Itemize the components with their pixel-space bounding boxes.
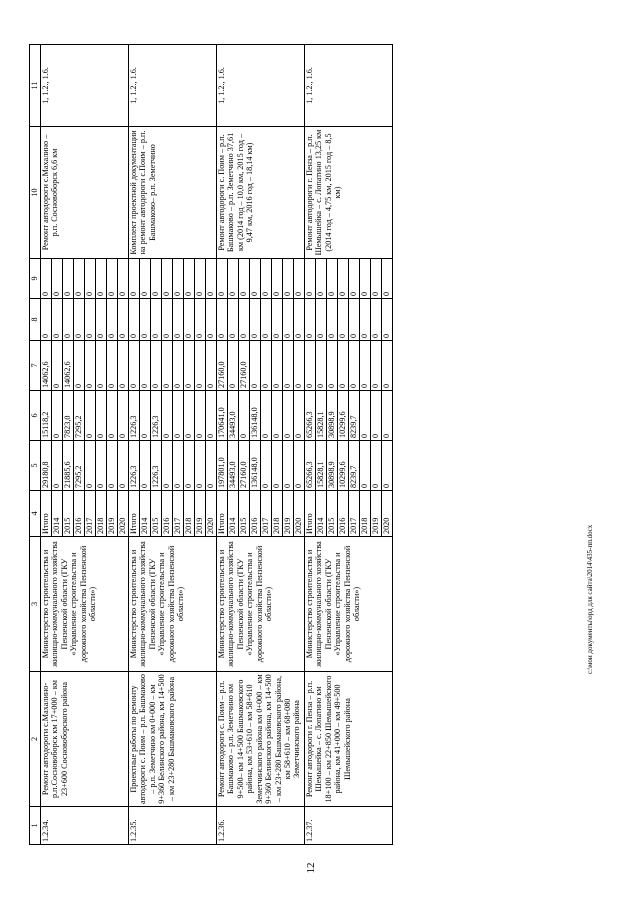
item-number: 1.2.35. — [129, 807, 217, 845]
year-cell: 2014 — [140, 491, 151, 537]
amount-cell: 0 — [371, 441, 382, 491]
year-cell: 2019 — [283, 491, 294, 537]
amount-cell: 0 — [371, 391, 382, 441]
year-cell: 2014 — [316, 491, 327, 537]
amount-cell: 65266,3 — [305, 441, 316, 491]
amount-cell: 1226,3 — [129, 441, 140, 491]
amount-cell: 0 — [283, 441, 294, 491]
amount-cell: 8239,7 — [349, 441, 360, 491]
amount-cell: 0 — [129, 299, 140, 341]
amount-cell: 0 — [283, 299, 294, 341]
amount-cell: 0 — [206, 341, 217, 391]
amount-cell: 0 — [360, 299, 371, 341]
amount-cell: 0 — [294, 391, 305, 441]
amount-cell: 0 — [261, 341, 272, 391]
amount-cell: 0 — [217, 299, 228, 341]
item-indicators: 1, 1.2., 1.6. — [305, 45, 393, 127]
item-number: 1.2.36. — [217, 807, 305, 845]
amount-cell: 0 — [272, 441, 283, 491]
amount-cell: 0 — [261, 391, 272, 441]
amount-cell: 0 — [327, 259, 338, 299]
amount-cell: 1226,3 — [129, 391, 140, 441]
amount-cell: 0 — [173, 441, 184, 491]
amount-cell: 0 — [118, 299, 129, 341]
amount-cell: 0 — [195, 341, 206, 391]
amount-cell: 0 — [96, 341, 107, 391]
amount-cell: 15828,1 — [316, 441, 327, 491]
amount-cell: 0 — [96, 441, 107, 491]
amount-cell: 0 — [294, 259, 305, 299]
amount-cell: 10299,6 — [338, 441, 349, 491]
amount-cell: 0 — [162, 259, 173, 299]
year-cell: 2016 — [250, 491, 261, 537]
header-row — [30, 45, 41, 845]
year-cell: 2015 — [63, 491, 74, 537]
year-cell: 2019 — [371, 491, 382, 537]
amount-cell: 0 — [129, 259, 140, 299]
amount-cell: 0 — [360, 341, 371, 391]
amount-cell: 0 — [85, 391, 96, 441]
year-cell: 2018 — [360, 491, 371, 537]
amount-cell: 0 — [239, 259, 250, 299]
amount-cell: 0 — [162, 341, 173, 391]
amount-cell: 0 — [195, 441, 206, 491]
year-cell: 2017 — [85, 491, 96, 537]
amount-cell: 0 — [140, 341, 151, 391]
item-number: 1.2.37. — [305, 807, 393, 845]
amount-cell: 0 — [305, 299, 316, 341]
amount-cell: 7823,0 — [63, 391, 74, 441]
amount-cell: 0 — [85, 341, 96, 391]
amount-cell: 0 — [74, 259, 85, 299]
header-col-10: 10 — [30, 127, 41, 259]
header-col-11: 11 — [30, 45, 41, 127]
year-cell: 2020 — [118, 491, 129, 537]
year-cell: 2016 — [338, 491, 349, 537]
amount-cell: 34493,0 — [228, 441, 239, 491]
amount-cell: 0 — [250, 259, 261, 299]
amount-cell: 136148,0 — [250, 391, 261, 441]
amount-cell: 0 — [327, 341, 338, 391]
year-cell: 2018 — [272, 491, 283, 537]
item-result: Ремонт автодороги г. Пенза – р.п. Шемышейка – с. Лопатино 13,25 км (2014 год – 4,75 км, 2015 год – 8,5 км) — [305, 127, 393, 259]
amount-cell: 0 — [250, 299, 261, 341]
amount-cell: 14062,6 — [41, 341, 52, 391]
amount-cell: 15828,1 — [316, 391, 327, 441]
amount-cell: 0 — [107, 391, 118, 441]
header-col-5: 5 — [30, 441, 41, 491]
item-number: 1.2.34. — [41, 807, 129, 845]
amount-cell: 0 — [52, 391, 63, 441]
amount-cell: 0 — [74, 299, 85, 341]
amount-cell: 0 — [349, 299, 360, 341]
amount-cell: 0 — [371, 259, 382, 299]
amount-cell: 0 — [107, 341, 118, 391]
amount-cell: 0 — [228, 259, 239, 299]
table-row — [305, 45, 316, 845]
year-cell: 2017 — [261, 491, 272, 537]
item-name: Проектные работы по ремонту автодороги с. Поим – р.п. Башмаково – р.п. Земетчино км 0+000 – км 9+360 Белинского района, км 14+500 – км 23+280 Башмаковского района — [129, 672, 217, 807]
amount-cell: 0 — [305, 259, 316, 299]
year-cell: Итого — [217, 491, 228, 537]
amount-cell: 0 — [96, 299, 107, 341]
amount-cell: 21885,6 — [63, 441, 74, 491]
amount-cell: 0 — [294, 299, 305, 341]
year-cell: 2016 — [74, 491, 85, 537]
amount-cell: 0 — [52, 341, 63, 391]
year-cell: 2020 — [294, 491, 305, 537]
item-result: Комплект проектной документации на ремонт автодороги с.Поим – р.п. Башмаково– р.п. Земетчино — [129, 127, 217, 259]
amount-cell: 0 — [371, 299, 382, 341]
amount-cell: 1226,3 — [151, 391, 162, 441]
header-col-9: 9 — [30, 259, 41, 299]
amount-cell: 0 — [63, 259, 74, 299]
item-name: Ремонт автодороги с. Поим – р.п. Башмаково – р.п. Земетчино км 9+500– км 14+500 Башмаковского района, км 53+610 – км 58+610 Земетчинского района км 0+000 – км 9+360 Белинского района, км 14+500 – км 23+280 Башмаковского района, км 58+610 – км 68+080 Земетчинского района — [217, 672, 305, 807]
amount-cell: 0 — [140, 259, 151, 299]
amount-cell: 0 — [63, 299, 74, 341]
amount-cell: 27160,0 — [217, 341, 228, 391]
year-cell: 2018 — [184, 491, 195, 537]
amount-cell: 0 — [195, 391, 206, 441]
header-col-7: 7 — [30, 341, 41, 391]
amount-cell: 14062,6 — [63, 341, 74, 391]
amount-cell: 0 — [261, 299, 272, 341]
amount-cell: 0 — [129, 341, 140, 391]
amount-cell: 136148,0 — [250, 441, 261, 491]
table-row — [41, 45, 52, 845]
amount-cell: 0 — [283, 391, 294, 441]
amount-cell: 0 — [206, 299, 217, 341]
year-cell: 2018 — [96, 491, 107, 537]
amount-cell: 0 — [261, 441, 272, 491]
amount-cell: 0 — [162, 299, 173, 341]
amount-cell: 0 — [162, 441, 173, 491]
header-col-8: 8 — [30, 299, 41, 341]
amount-cell: 0 — [184, 391, 195, 441]
amount-cell: 0 — [140, 391, 151, 441]
amount-cell: 0 — [85, 259, 96, 299]
rotated-sheet — [29, 45, 573, 845]
amount-cell: 0 — [151, 299, 162, 341]
table-body — [41, 45, 393, 845]
amount-cell: 0 — [74, 341, 85, 391]
amount-cell: 0 — [316, 341, 327, 391]
amount-cell: 0 — [305, 341, 316, 391]
item-indicators: 1, 1.2., 1.6. — [129, 45, 217, 127]
year-cell: 2019 — [107, 491, 118, 537]
amount-cell: 0 — [118, 341, 129, 391]
amount-cell: 29180,8 — [41, 441, 52, 491]
amount-cell: 170641,0 — [217, 391, 228, 441]
amount-cell: 8239,7 — [349, 391, 360, 441]
amount-cell: 0 — [272, 299, 283, 341]
amount-cell: 0 — [327, 299, 338, 341]
amount-cell: 0 — [107, 259, 118, 299]
amount-cell: 0 — [52, 299, 63, 341]
amount-cell: 30898,9 — [327, 441, 338, 491]
amount-cell: 0 — [52, 259, 63, 299]
amount-cell: 0 — [118, 259, 129, 299]
amount-cell: 0 — [184, 259, 195, 299]
year-cell: 2014 — [228, 491, 239, 537]
year-cell: 2020 — [206, 491, 217, 537]
amount-cell: 0 — [283, 259, 294, 299]
amount-cell: 0 — [360, 391, 371, 441]
amount-cell: 0 — [228, 299, 239, 341]
year-cell: Итого — [41, 491, 52, 537]
amount-cell: 0 — [206, 441, 217, 491]
amount-cell: 0 — [316, 299, 327, 341]
page-number: 12 — [305, 862, 317, 874]
table-row — [217, 45, 228, 845]
item-agency: Министерство строительства и жилищно-коммунального хозяйства Пензенской области (ГКУ «Управление строительства и дорожного хозяйства Пензенской области») — [305, 537, 393, 672]
item-agency: Министерство строительства и жилищно-коммунального хозяйства Пензенской области (ГКУ «Управление строительства и дорожного хозяйства Пензенской области») — [41, 537, 129, 672]
amount-cell: 65266,3 — [305, 391, 316, 441]
amount-cell: 0 — [195, 299, 206, 341]
year-cell: Итого — [305, 491, 316, 537]
amount-cell: 0 — [41, 259, 52, 299]
table-container — [29, 45, 573, 845]
year-cell: 2020 — [382, 491, 393, 537]
amount-cell: 10299,6 — [338, 391, 349, 441]
amount-cell: 0 — [382, 441, 393, 491]
amount-cell: 0 — [338, 259, 349, 299]
footer-path: c:\мои документы\орд для сайта\2014\435-пп.docx — [586, 524, 594, 674]
amount-cell: 0 — [349, 259, 360, 299]
amount-cell: 34493,0 — [228, 391, 239, 441]
item-result: Ремонт автодороги с.Махалино – р.п. Сосновоборск 6,6 км — [41, 127, 129, 259]
amount-cell: 0 — [272, 259, 283, 299]
amount-cell: 27160,0 — [239, 341, 250, 391]
amount-cell: 0 — [173, 259, 184, 299]
amount-cell: 0 — [239, 391, 250, 441]
item-result: Ремонт автодороги с. Поим – р.п. Башмаково – р.п. Земетчино 37,61 км (2014 год – 10,0 км, 2015 год – 9,47 км, 2016 год – 18,14 км) — [217, 127, 305, 259]
amount-cell: 0 — [118, 391, 129, 441]
amount-cell: 0 — [206, 391, 217, 441]
amount-cell: 0 — [217, 259, 228, 299]
amount-cell: 0 — [382, 259, 393, 299]
amount-cell: 0 — [151, 259, 162, 299]
year-cell: 2015 — [151, 491, 162, 537]
amount-cell: 197801,0 — [217, 441, 228, 491]
year-cell: Итого — [129, 491, 140, 537]
amount-cell: 0 — [184, 441, 195, 491]
amount-cell: 0 — [85, 441, 96, 491]
amount-cell: 0 — [382, 341, 393, 391]
year-cell: 2015 — [239, 491, 250, 537]
amount-cell: 0 — [239, 299, 250, 341]
amount-cell: 0 — [52, 441, 63, 491]
item-name: Ремонт автодороги г. Пенза – р.п. Шемышейка – с. Лопатино км 18+100 – км 22+850 Шемышейского района, км 41+000 – км 49+500 Шемышейского района — [305, 672, 393, 807]
amount-cell: 0 — [206, 259, 217, 299]
amount-cell: 0 — [382, 391, 393, 441]
amount-cell: 0 — [107, 441, 118, 491]
amount-cell: 0 — [195, 259, 206, 299]
amount-cell: 0 — [173, 341, 184, 391]
amount-cell: 0 — [382, 299, 393, 341]
year-cell: 2017 — [173, 491, 184, 537]
item-name: Ремонт автодороги с.Махалино-р.п.Сосновоборск км 17+000 – км 23+600 Сосновоборского района — [41, 672, 129, 807]
header-col-4: 4 — [30, 491, 41, 537]
amount-cell: 0 — [272, 341, 283, 391]
amount-cell: 0 — [107, 299, 118, 341]
year-cell: 2016 — [162, 491, 173, 537]
amount-cell: 0 — [349, 341, 360, 391]
amount-cell: 0 — [151, 341, 162, 391]
header-col-2: 2 — [30, 672, 41, 807]
amount-cell: 0 — [96, 259, 107, 299]
amount-cell: 0 — [283, 341, 294, 391]
amount-cell: 0 — [173, 299, 184, 341]
amount-cell: 0 — [140, 299, 151, 341]
year-cell: 2019 — [195, 491, 206, 537]
header-col-1: 1 — [30, 807, 41, 845]
amount-cell: 7295,2 — [74, 391, 85, 441]
amount-cell: 0 — [96, 391, 107, 441]
amount-cell: 0 — [294, 341, 305, 391]
amount-cell: 0 — [140, 441, 151, 491]
amount-cell: 0 — [173, 391, 184, 441]
amount-cell: 0 — [338, 299, 349, 341]
amount-cell: 0 — [41, 299, 52, 341]
amount-cell: 27160,0 — [239, 441, 250, 491]
item-agency: Министерство строительства и жилищно-коммунального хозяйства Пензенской области (ГКУ «Управление строительства и дорожного хозяйства Пензенской области») — [129, 537, 217, 672]
amount-cell: 0 — [184, 341, 195, 391]
header-col-3: 3 — [30, 537, 41, 672]
item-indicators: 1, 1.2., 1.6. — [217, 45, 305, 127]
amount-cell: 0 — [272, 391, 283, 441]
item-agency: Министерство строительства и жилищно-коммунального хозяйства Пензенской области (ГКУ «Управление строительства и дорожного хозяйства Пензенской области») — [217, 537, 305, 672]
amount-cell: 0 — [250, 341, 261, 391]
amount-cell: 7295,2 — [74, 441, 85, 491]
amount-cell: 0 — [360, 441, 371, 491]
amount-cell: 0 — [184, 299, 195, 341]
amount-cell: 0 — [338, 341, 349, 391]
amount-cell: 0 — [316, 259, 327, 299]
amount-cell: 0 — [228, 341, 239, 391]
year-cell: 2017 — [349, 491, 360, 537]
amount-cell: 1226,3 — [151, 441, 162, 491]
amount-cell: 0 — [371, 341, 382, 391]
amount-cell: 0 — [162, 391, 173, 441]
amount-cell: 0 — [261, 259, 272, 299]
year-cell: 2015 — [327, 491, 338, 537]
program-table — [29, 44, 393, 845]
amount-cell: 0 — [360, 259, 371, 299]
header-col-6: 6 — [30, 391, 41, 441]
table-row — [129, 45, 140, 845]
year-cell: 2014 — [52, 491, 63, 537]
amount-cell: 0 — [85, 299, 96, 341]
amount-cell: 0 — [118, 441, 129, 491]
item-indicators: 1, 1.2., 1.6. — [41, 45, 129, 127]
amount-cell: 0 — [294, 441, 305, 491]
amount-cell: 15118,2 — [41, 391, 52, 441]
amount-cell: 30898,9 — [327, 391, 338, 441]
